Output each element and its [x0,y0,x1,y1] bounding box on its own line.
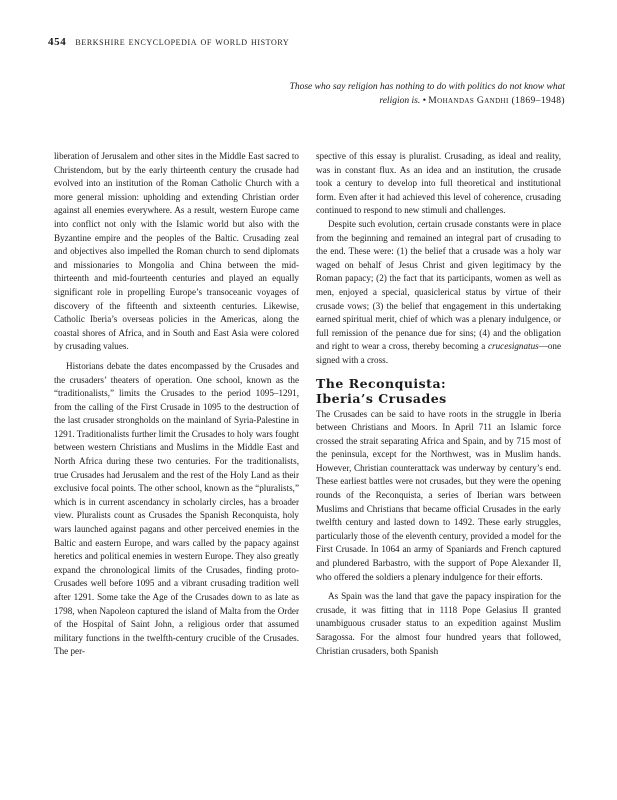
book-title: berkshire encyclopedia of world history [75,36,290,48]
section-heading-line-1: The Reconquista: [316,375,447,391]
page-number: 454 [48,36,67,48]
right-paragraph-2-end: —one signed with a cross. [316,341,561,365]
left-paragraph-1: liberation of Jerusalem and other sites in the Middle East sacred to Christendom, but by the early thirteenth century the crusade had evolved into an institution of the Roman Catholic Church with a more general mission: upholding and extending Christian order against all enemies everywhere. As a result, western Europe came into conflict not only with the Islamic world but also with the Byzantine empire and the peoples of the Baltic. Crusading zeal and objectives also impelled the Roman church to send diplomats and missionaries to Mongolia and China between the mid-thirteenth and mid-fourteenth centuries and played an equally significant role in propelling Europe’s transoceanic voyages of discovery of the fifteenth and sixteenth centuries. Likewise, Catholic Iberia’s overseas policies in the Americas, along the coastal shores of Africa, and in South and East Asia were colored by crusading values. [54,151,299,352]
right-paragraph-3: The Crusades can be said to have roots in the struggle in Iberia between Christians and Moors. In April 711 an Islamic force crossed the strait separating Africa and Spain, and by 715 most of the peninsula, except for the Northwest, was in Muslim hands. However, Christian counterattack was underway by century’s end. These earliest battles were not crusades, but they were the opening rounds of the Reconquista, a series of Iberian wars between Muslims and Christians that became official Crusades in the early twelfth century and lasted down to 1492. These early struggles, particularly those of the eleventh century, provided a model for the First Crusade. In 1064 an army of Spaniards and French captured and plundered Barbastro, with the support of Pope Alexander II, who offered the soldiers a plenary indulgence for their efforts. [316,408,561,582]
right-paragraph-2 [316,218,561,368]
right-column [316,150,561,658]
epigraph-separator: • [422,96,426,106]
running-header [48,36,568,48]
left-column [54,150,299,659]
section-heading [316,376,561,406]
crucesignatus-term: crucesignatus [488,341,539,352]
section-heading-line-2: Iberia’s Crusades [316,390,447,406]
right-paragraph-1: spective of this essay is pluralist. Crusading, as ideal and reality, was in constant flux. As an idea and an institution, the crusade took a century to develop into full theoretical and institutional form. Even after it had achieved this level of coherence, crusading continued to respond to new stimuli and challenges. [316,151,561,216]
epigraph [265,80,565,108]
right-paragraph-2-main: Despite such evolution, certain crusade constants were in place from the beginning and remained an integral part of crusading to the end. These were: (1) the belief that a crusade was a holy war waged on behalf of Jesus Christ and given legitimacy by the Roman papacy; (2) the fact that its participants, women as well as men, enjoyed a special, quasiclerical status by virtue of their crusade vows; (3) the belief that engagement in this undertaking earned spiritual merit, chief of which was a plenary indulgence, or full remission of the penance due for sins; (4) and the obligation and right to wear a cross, thereby becoming a [316,218,561,352]
epigraph-text: Those who say religion has nothing to do with politics do not know what religion is. [289,82,565,106]
left-paragraph-2: Historians debate the dates encompassed by the Crusades and the crusaders’ theaters of operation. One school, known as the “traditionalists,” limits the Crusades to the period 1095–1291, from the calling of the First Crusade in 1095 to the destruction of the last crusader strongholds on the mainland of Syria-Palestine in 1291. Traditionalists further limit the Crusades to holy wars fought between western Christians and Muslims in the Middle East and North Africa during these two centuries. For the traditionalists, true Crusades had Jerusalem and the rest of the Holy Land as their exclusive focal points. The other school, known as the “pluralists,” which is in current ascendancy in scholarly circles, has a broader view. Pluralists count as Crusades the Spanish Reconquista, holy wars launched against pagans and other perceived enemies in the Baltic and eastern Europe, and wars called by the papacy against heretics and political enemies in western Europe. They also greatly expand the chronological limits of the Crusades, finding proto-Crusades well before 1095 and a vibrant crusading tradition well after 1291. Some take the Age of the Crusades down to as late as 1798, when Napoleon captured the island of Malta from the Order of the Hospital of Saint John, a religious order that assumed military functions in the twelfth-century crucible of the Crusades. The per- [54,360,299,657]
epigraph-attribution: Mohandas Gandhi (1869–1948) [428,96,565,106]
right-paragraph-4: As Spain was the land that gave the papacy inspiration for the crusade, it was fitting that in 1118 Pope Gelasius II granted unambiguous crusader status to an expedition against Muslim Saragossa. For the almost four hundred years that followed, Christian crusaders, both Spanish [316,591,561,656]
